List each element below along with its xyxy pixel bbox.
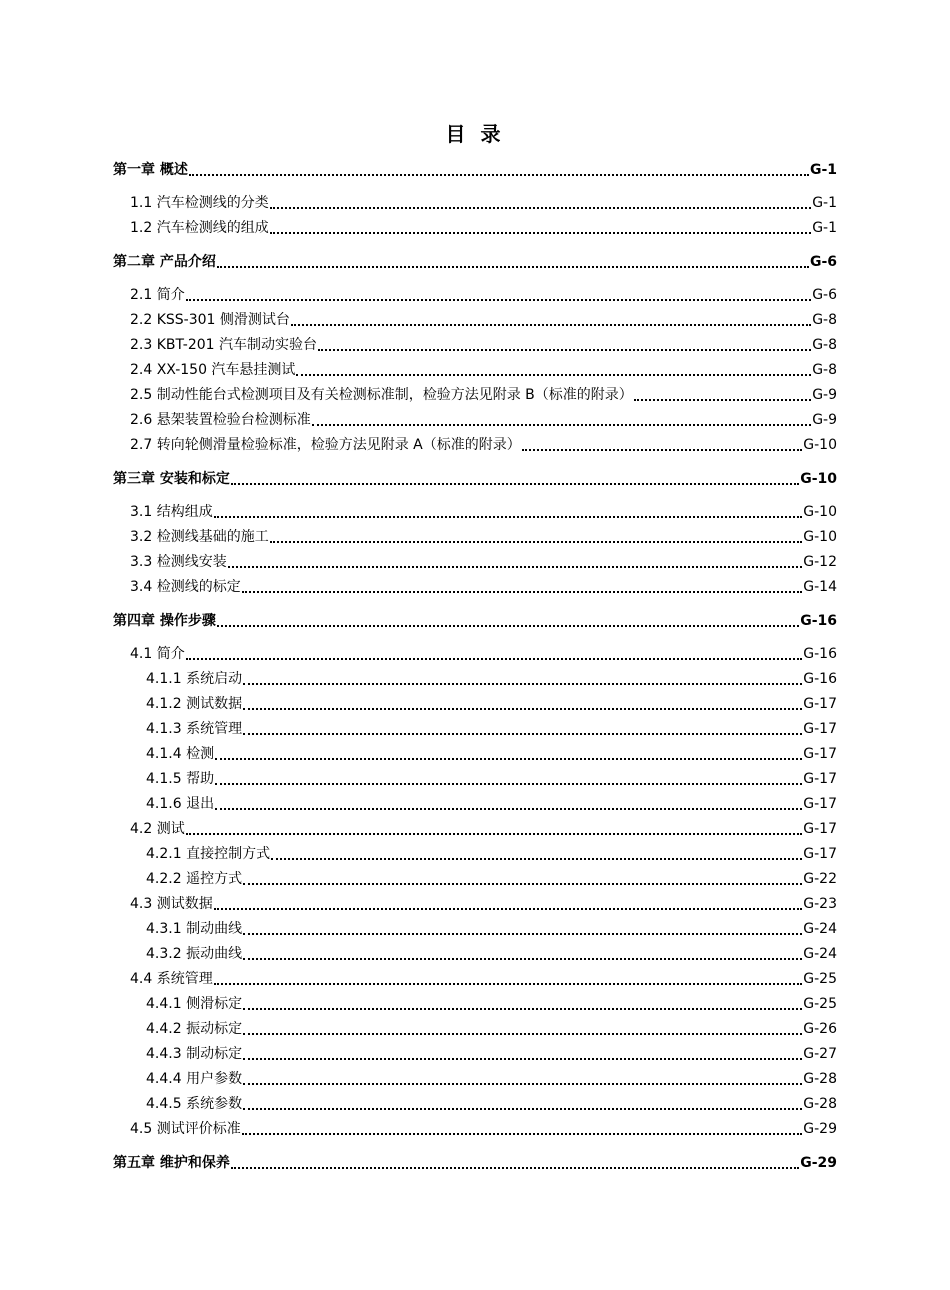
toc-section-entry[interactable] (113, 331, 837, 356)
toc-entry-label: 2.2 KSS-301 侧滑测试台 (130, 312, 290, 328)
toc-section-entry[interactable] (113, 890, 837, 915)
toc-entry-label: 3.3 检测线安装 (130, 554, 227, 570)
toc-section-entry[interactable] (113, 573, 837, 598)
toc-page-number: G-29 (803, 1121, 837, 1137)
toc-dot-leader (243, 683, 802, 685)
toc-page-number: G-24 (803, 921, 837, 937)
toc-subsection-entry[interactable] (113, 915, 837, 940)
toc-dot-leader (270, 207, 811, 209)
toc-dot-leader (242, 1133, 803, 1135)
toc-page-number: G-27 (803, 1046, 837, 1062)
toc-dot-leader (318, 349, 811, 351)
toc-dot-leader (214, 908, 803, 910)
toc-chapter-entry[interactable] (113, 464, 837, 490)
toc-page-number: G-14 (803, 579, 837, 595)
toc-chapter-entry[interactable] (113, 247, 837, 273)
toc-page-number: G-8 (812, 312, 837, 328)
toc-page-number: G-25 (803, 996, 837, 1012)
toc-dot-leader (217, 625, 799, 627)
toc-subsection-entry[interactable] (113, 940, 837, 965)
toc-subsection-entry[interactable] (113, 665, 837, 690)
toc-subsection-entry[interactable] (113, 765, 837, 790)
toc-dot-leader (270, 541, 803, 543)
toc-section-entry[interactable] (113, 548, 837, 573)
toc-page-number: G-17 (803, 796, 837, 812)
toc-entry-label: 第二章 产品介绍 (113, 254, 216, 270)
toc-subsection-entry[interactable] (113, 1065, 837, 1090)
toc-page-number: G-23 (803, 896, 837, 912)
toc-section-entry[interactable] (113, 281, 837, 306)
toc-entry-label: 4.4.4 用户参数 (146, 1071, 243, 1087)
toc-dot-leader (243, 1058, 802, 1060)
toc-dot-leader (243, 883, 802, 885)
toc-dot-leader (312, 424, 811, 426)
toc-page-number: G-10 (803, 504, 837, 520)
toc-section-entry[interactable] (113, 381, 837, 406)
toc-page-number: G-8 (812, 337, 837, 353)
toc-entry-label: 2.7 转向轮侧滑量检验标准，检验方法见附录 A（标准的附录） (130, 437, 521, 453)
toc-chapter-entry[interactable] (113, 1148, 837, 1174)
toc-page-number: G-10 (803, 437, 837, 453)
toc-entry-label: 第一章 概述 (113, 162, 188, 178)
toc-dot-leader (217, 266, 809, 268)
toc-entry-label: 4.4 系统管理 (130, 971, 213, 987)
toc-page-number: G-12 (803, 554, 837, 570)
toc-page-number: G-16 (803, 646, 837, 662)
toc-section-entry[interactable] (113, 640, 837, 665)
toc-entry-label: 1.1 汽车检测线的分类 (130, 195, 269, 211)
toc-page-number: G-22 (803, 871, 837, 887)
toc-section-entry[interactable] (113, 406, 837, 431)
toc-subsection-entry[interactable] (113, 990, 837, 1015)
toc-entry-label: 4.1.3 系统管理 (146, 721, 243, 737)
toc-section-entry[interactable] (113, 189, 837, 214)
toc-section-entry[interactable] (113, 965, 837, 990)
toc-page-number: G-17 (803, 771, 837, 787)
toc-subsection-entry[interactable] (113, 715, 837, 740)
toc-page-number: G-6 (812, 287, 837, 303)
toc-entry-label: 4.3.2 振动曲线 (146, 946, 243, 962)
toc-dot-leader (242, 591, 803, 593)
toc-chapter-entry[interactable] (113, 606, 837, 632)
toc-section-entry[interactable] (113, 815, 837, 840)
toc-dot-leader (186, 658, 803, 660)
toc-entry-label: 第五章 维护和保养 (113, 1155, 230, 1171)
toc-dot-leader (243, 1083, 802, 1085)
toc-page-number: G-16 (800, 613, 837, 629)
toc-dot-leader (243, 733, 802, 735)
toc-entry-label: 第四章 操作步骤 (113, 613, 216, 629)
toc-entry-label: 1.2 汽车检测线的组成 (130, 220, 269, 236)
toc-entry-label: 4.4.1 侧滑标定 (146, 996, 243, 1012)
toc-dot-leader (243, 1108, 802, 1110)
toc-dot-leader (243, 933, 802, 935)
toc-page-number: G-9 (812, 412, 837, 428)
toc-dot-leader (186, 833, 803, 835)
toc-page-number: G-1 (812, 195, 837, 211)
toc-dot-leader (215, 808, 802, 810)
toc-entry-label: 3.1 结构组成 (130, 504, 213, 520)
toc-dot-leader (214, 516, 803, 518)
toc-subsection-entry[interactable] (113, 740, 837, 765)
toc-entry-label: 4.4.2 振动标定 (146, 1021, 243, 1037)
toc-dot-leader (270, 232, 811, 234)
toc-entry-label: 3.2 检测线基础的施工 (130, 529, 269, 545)
toc-entry-label: 4.1.4 检测 (146, 746, 215, 762)
toc-subsection-entry[interactable] (113, 790, 837, 815)
toc-page-number: G-1 (809, 162, 837, 178)
toc-entry-label: 4.1.1 系统启动 (146, 671, 243, 687)
toc-dot-leader (186, 299, 811, 301)
toc-entry-label: 4.4.5 系统参数 (146, 1096, 243, 1112)
toc-entry-label: 4.1 简介 (130, 646, 185, 662)
toc-page-number: G-9 (812, 387, 837, 403)
toc-section-entry[interactable] (113, 431, 837, 456)
toc-section-entry[interactable] (113, 356, 837, 381)
toc-dot-leader (189, 174, 809, 176)
toc-entry-label: 2.4 XX-150 汽车悬挂测试 (130, 362, 296, 378)
toc-page-number: G-16 (803, 671, 837, 687)
toc-page-number: G-28 (803, 1096, 837, 1112)
toc-entry-label: 2.1 简介 (130, 287, 185, 303)
toc-entry-label: 2.3 KBT-201 汽车制动实验台 (130, 337, 317, 353)
toc-page-number: G-17 (803, 846, 837, 862)
toc-page-number: G-26 (803, 1021, 837, 1037)
toc-page-number: G-24 (803, 946, 837, 962)
toc-dot-leader (271, 858, 802, 860)
toc-dot-leader (231, 483, 799, 485)
toc-entry-label: 2.5 制动性能台式检测项目及有关检测标准制，检验方法见附录 B（标准的附录） (130, 387, 633, 403)
toc-entry-label: 2.6 悬架装置检验台检测标准 (130, 412, 311, 428)
toc-entry-label: 4.5 测试评价标准 (130, 1121, 241, 1137)
toc-page-number: G-8 (812, 362, 837, 378)
toc-dot-leader (243, 1008, 802, 1010)
toc-page-number: G-29 (800, 1155, 837, 1171)
toc-page-number: G-28 (803, 1071, 837, 1087)
toc-section-entry[interactable] (113, 306, 837, 331)
toc-page-number: G-17 (803, 821, 837, 837)
toc-entry-label: 4.4.3 制动标定 (146, 1046, 243, 1062)
toc-page-number: G-6 (809, 254, 837, 270)
toc-page-number: G-10 (803, 529, 837, 545)
toc-entry-label: 3.4 检测线的标定 (130, 579, 241, 595)
toc-page-number: G-10 (800, 471, 837, 487)
toc-entry-label: 4.3 测试数据 (130, 896, 213, 912)
toc-dot-leader (243, 708, 802, 710)
toc-entry-label: 4.1.2 测试数据 (146, 696, 243, 712)
toc-entry-label: 4.3.1 制动曲线 (146, 921, 243, 937)
toc-dot-leader (634, 399, 811, 401)
toc-subsection-entry[interactable] (113, 1015, 837, 1040)
toc-dot-leader (215, 758, 802, 760)
toc-page-number: G-17 (803, 746, 837, 762)
toc-chapter-entry[interactable] (113, 155, 837, 181)
toc-entry-label: 4.2 测试 (130, 821, 185, 837)
toc-entry-label: 4.2.1 直接控制方式 (146, 846, 271, 862)
toc-dot-leader (296, 374, 811, 376)
toc-subsection-entry[interactable] (113, 690, 837, 715)
toc-page-number: G-25 (803, 971, 837, 987)
toc-dot-leader (243, 1033, 802, 1035)
toc-dot-leader (522, 449, 803, 451)
toc-section-entry[interactable] (113, 214, 837, 239)
toc-subsection-entry[interactable] (113, 1040, 837, 1065)
toc-page-number: G-17 (803, 721, 837, 737)
toc-subsection-entry[interactable] (113, 865, 837, 890)
toc-subsection-entry[interactable] (113, 1090, 837, 1115)
toc-dot-leader (228, 566, 803, 568)
toc-page-number: G-17 (803, 696, 837, 712)
toc-entry-label: 4.1.6 退出 (146, 796, 215, 812)
toc-dot-leader (291, 324, 811, 326)
toc-dot-leader (214, 983, 803, 985)
toc-entry-label: 4.2.2 遥控方式 (146, 871, 243, 887)
toc-list (113, 155, 837, 1182)
toc-dot-leader (215, 783, 802, 785)
toc-dot-leader (231, 1167, 799, 1169)
toc-entry-label: 4.1.5 帮助 (146, 771, 215, 787)
toc-title: 目 录 (445, 122, 505, 146)
toc-section-entry[interactable] (113, 1115, 837, 1140)
toc-subsection-entry[interactable] (113, 840, 837, 865)
toc-dot-leader (243, 958, 802, 960)
toc-page-number: G-1 (812, 220, 837, 236)
toc-entry-label: 第三章 安装和标定 (113, 471, 230, 487)
toc-section-entry[interactable] (113, 498, 837, 523)
toc-section-entry[interactable] (113, 523, 837, 548)
